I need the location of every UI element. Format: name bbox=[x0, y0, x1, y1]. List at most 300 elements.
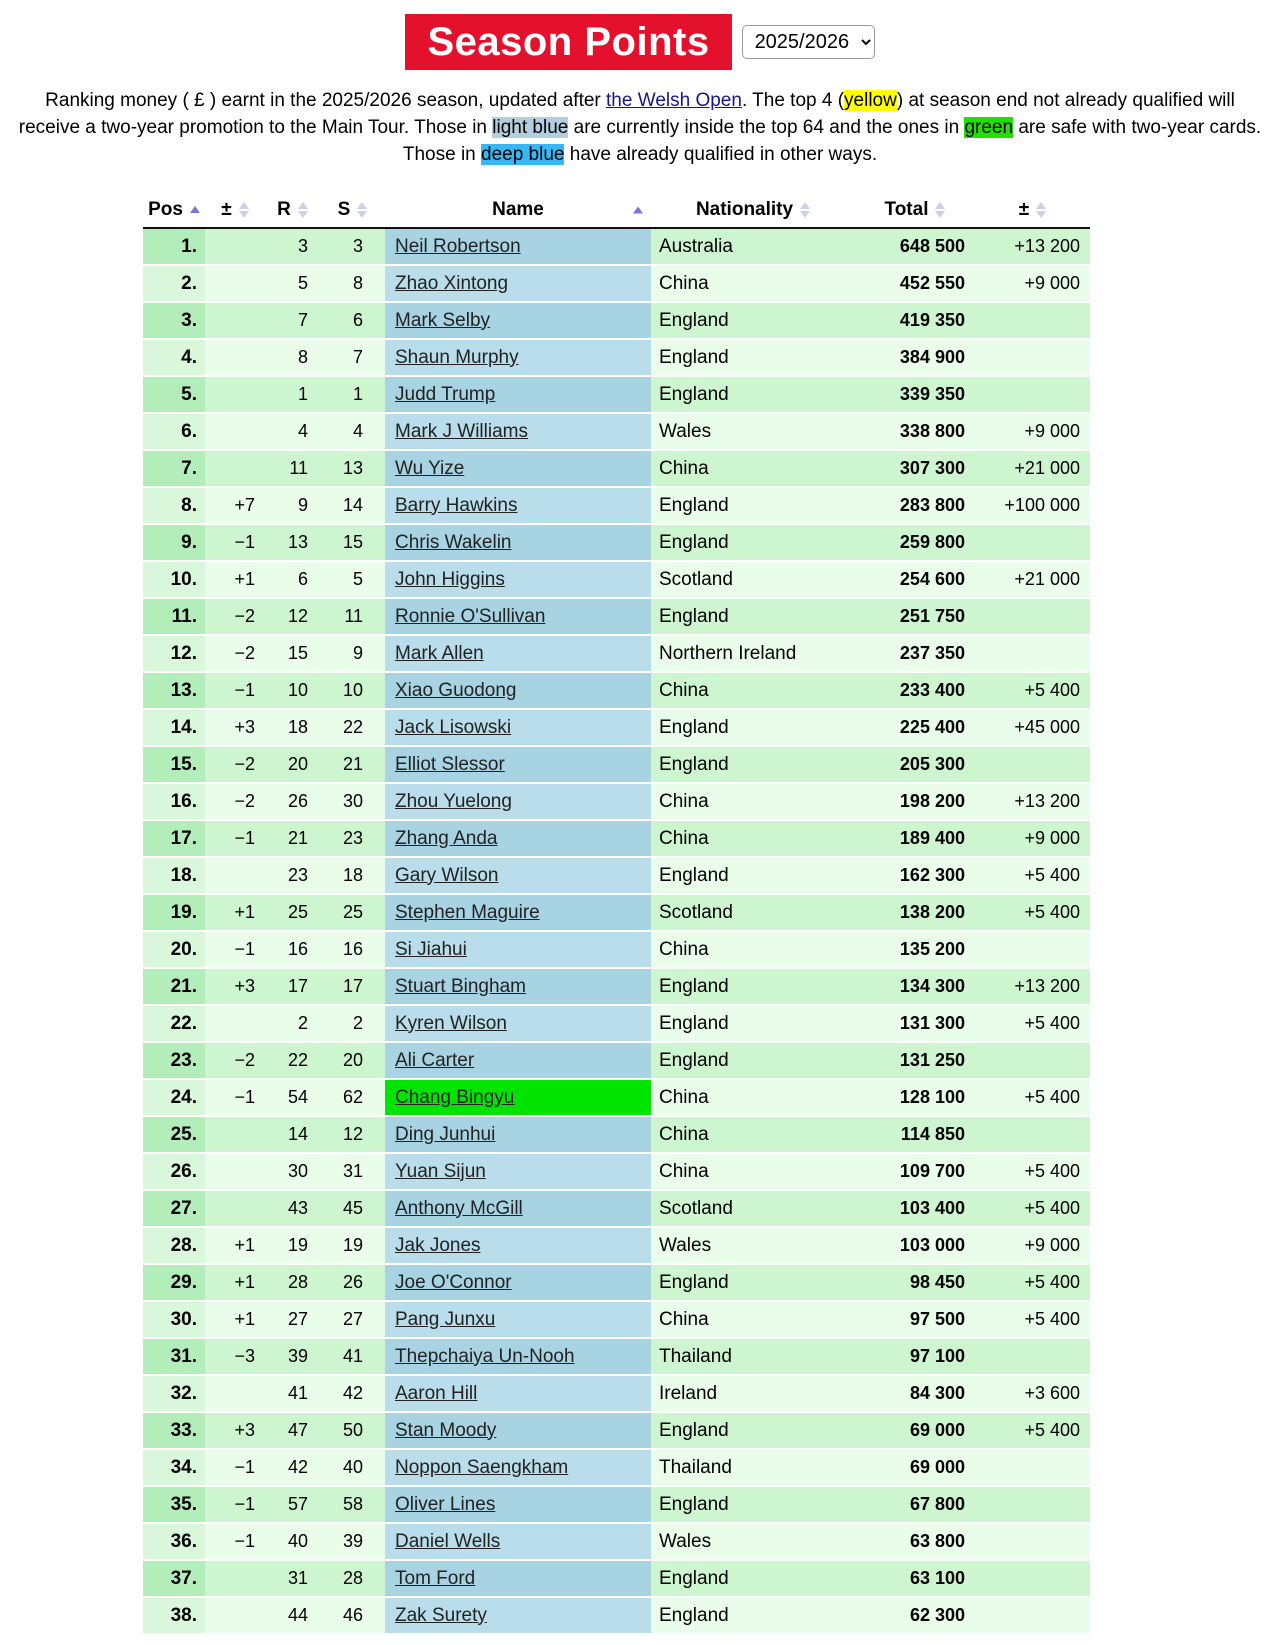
nationality-cell: China bbox=[651, 1153, 855, 1190]
season-points-table bbox=[143, 192, 1090, 1635]
ranking-r-cell: 12 bbox=[265, 598, 320, 635]
player-name-link[interactable]: Wu Yize bbox=[395, 457, 465, 479]
position-cell: 33. bbox=[143, 1412, 205, 1449]
change-cell: +7 bbox=[205, 487, 265, 524]
table-row bbox=[143, 1449, 1090, 1486]
table-row bbox=[143, 1079, 1090, 1116]
ranking-s-cell: 41 bbox=[320, 1338, 385, 1375]
table-row bbox=[143, 228, 1090, 265]
ranking-r-cell: 17 bbox=[265, 968, 320, 1005]
player-name-cell bbox=[385, 376, 651, 413]
table-row bbox=[143, 709, 1090, 746]
ranking-s-cell: 10 bbox=[320, 672, 385, 709]
position-cell: 14. bbox=[143, 709, 205, 746]
player-name-link[interactable]: Yuan Sijun bbox=[395, 1160, 486, 1182]
nationality-cell: China bbox=[651, 820, 855, 857]
player-name-link[interactable]: Stephen Maguire bbox=[395, 901, 540, 923]
highlight-deep-blue: deep blue bbox=[481, 144, 565, 165]
player-name-cell bbox=[385, 1042, 651, 1079]
ranking-r-cell: 26 bbox=[265, 783, 320, 820]
change-cell: −1 bbox=[205, 672, 265, 709]
position-cell: 4. bbox=[143, 339, 205, 376]
table-row bbox=[143, 894, 1090, 931]
nationality-cell: Northern Ireland bbox=[651, 635, 855, 672]
table-row bbox=[143, 1227, 1090, 1264]
header-r[interactable] bbox=[265, 192, 320, 228]
ranking-s-cell: 21 bbox=[320, 746, 385, 783]
player-name-link[interactable]: Judd Trump bbox=[395, 383, 496, 405]
nationality-cell: England bbox=[651, 1042, 855, 1079]
table-row bbox=[143, 857, 1090, 894]
nationality-cell: England bbox=[651, 709, 855, 746]
diff-cell: +13 200 bbox=[975, 228, 1090, 265]
ranking-s-cell: 19 bbox=[320, 1227, 385, 1264]
table-row bbox=[143, 1375, 1090, 1412]
total-cell: 251 750 bbox=[855, 598, 975, 635]
player-name-link[interactable]: Ronnie O'Sullivan bbox=[395, 605, 546, 627]
change-cell bbox=[205, 413, 265, 450]
player-name-link[interactable]: John Higgins bbox=[395, 568, 505, 590]
total-cell: 233 400 bbox=[855, 672, 975, 709]
player-name-cell bbox=[385, 1412, 651, 1449]
diff-cell: +5 400 bbox=[975, 894, 1090, 931]
nationality-cell: England bbox=[651, 487, 855, 524]
player-name-link[interactable]: Ding Junhui bbox=[395, 1123, 496, 1145]
nationality-cell: China bbox=[651, 265, 855, 302]
total-cell: 69 000 bbox=[855, 1449, 975, 1486]
diff-cell: +21 000 bbox=[975, 450, 1090, 487]
ranking-r-cell: 42 bbox=[265, 1449, 320, 1486]
position-cell: 13. bbox=[143, 672, 205, 709]
nationality-cell: Scotland bbox=[651, 561, 855, 598]
player-name-cell bbox=[385, 524, 651, 561]
total-cell: 283 800 bbox=[855, 487, 975, 524]
player-name-link[interactable]: Noppon Saengkham bbox=[395, 1456, 569, 1478]
total-cell: 63 100 bbox=[855, 1560, 975, 1597]
diff-cell bbox=[975, 1449, 1090, 1486]
player-name-link[interactable]: Ali Carter bbox=[395, 1049, 475, 1071]
total-cell: 307 300 bbox=[855, 450, 975, 487]
player-name-cell bbox=[385, 598, 651, 635]
position-cell: 21. bbox=[143, 968, 205, 1005]
change-cell: −1 bbox=[205, 1449, 265, 1486]
table-row bbox=[143, 487, 1090, 524]
ranking-r-cell: 25 bbox=[265, 894, 320, 931]
total-cell: 103 400 bbox=[855, 1190, 975, 1227]
position-cell: 7. bbox=[143, 450, 205, 487]
position-cell: 25. bbox=[143, 1116, 205, 1153]
ranking-s-cell: 23 bbox=[320, 820, 385, 857]
season-select[interactable] bbox=[742, 25, 875, 59]
ranking-s-cell: 40 bbox=[320, 1449, 385, 1486]
diff-cell: +5 400 bbox=[975, 1264, 1090, 1301]
page-title: Season Points bbox=[405, 14, 731, 70]
player-name-link[interactable]: Daniel Wells bbox=[395, 1530, 501, 1552]
header-diff[interactable] bbox=[975, 192, 1090, 228]
total-cell: 162 300 bbox=[855, 857, 975, 894]
header-change[interactable] bbox=[205, 192, 265, 228]
ranking-s-cell: 1 bbox=[320, 376, 385, 413]
player-name-link[interactable]: Kyren Wilson bbox=[395, 1012, 507, 1034]
nationality-cell: England bbox=[651, 1560, 855, 1597]
ranking-r-cell: 21 bbox=[265, 820, 320, 857]
position-cell: 22. bbox=[143, 1005, 205, 1042]
diff-cell bbox=[975, 1116, 1090, 1153]
diff-cell: +9 000 bbox=[975, 265, 1090, 302]
position-cell: 6. bbox=[143, 413, 205, 450]
ranking-r-cell: 39 bbox=[265, 1338, 320, 1375]
table-row bbox=[143, 820, 1090, 857]
ranking-r-cell: 11 bbox=[265, 450, 320, 487]
diff-cell bbox=[975, 1042, 1090, 1079]
total-cell: 254 600 bbox=[855, 561, 975, 598]
total-cell: 109 700 bbox=[855, 1153, 975, 1190]
intro-text-segment: Ranking money ( £ ) earnt in the 2025/2026 season, updated after bbox=[45, 90, 607, 111]
diff-cell bbox=[975, 1523, 1090, 1560]
player-name-link[interactable]: Joe O'Connor bbox=[395, 1271, 512, 1293]
change-cell: +3 bbox=[205, 709, 265, 746]
sort-icon bbox=[1036, 202, 1046, 218]
diff-cell bbox=[975, 1486, 1090, 1523]
ranking-r-cell: 57 bbox=[265, 1486, 320, 1523]
player-name-link[interactable]: Thepchaiya Un-Nooh bbox=[395, 1345, 575, 1367]
change-cell: −1 bbox=[205, 820, 265, 857]
total-cell: 138 200 bbox=[855, 894, 975, 931]
position-cell: 20. bbox=[143, 931, 205, 968]
position-cell: 32. bbox=[143, 1375, 205, 1412]
ranking-r-cell: 2 bbox=[265, 1005, 320, 1042]
diff-cell: +5 400 bbox=[975, 672, 1090, 709]
ranking-s-cell: 20 bbox=[320, 1042, 385, 1079]
diff-cell: +5 400 bbox=[975, 1412, 1090, 1449]
header-pos[interactable] bbox=[143, 192, 205, 228]
nationality-cell: Australia bbox=[651, 228, 855, 265]
position-cell: 38. bbox=[143, 1597, 205, 1634]
diff-cell: +5 400 bbox=[975, 1079, 1090, 1116]
player-name-cell bbox=[385, 635, 651, 672]
total-cell: 338 800 bbox=[855, 413, 975, 450]
diff-cell: +13 200 bbox=[975, 783, 1090, 820]
total-cell: 452 550 bbox=[855, 265, 975, 302]
player-name-link[interactable]: Zhang Anda bbox=[395, 827, 498, 849]
change-cell: −2 bbox=[205, 783, 265, 820]
header-change-label: ± bbox=[221, 198, 232, 220]
total-cell: 97 100 bbox=[855, 1338, 975, 1375]
position-cell: 19. bbox=[143, 894, 205, 931]
ranking-r-cell: 1 bbox=[265, 376, 320, 413]
change-cell: −1 bbox=[205, 1079, 265, 1116]
table-row bbox=[143, 746, 1090, 783]
ranking-r-cell: 31 bbox=[265, 1560, 320, 1597]
welsh-open-link[interactable]: the Welsh Open bbox=[606, 90, 742, 111]
player-name-cell bbox=[385, 1449, 651, 1486]
table-row bbox=[143, 635, 1090, 672]
ranking-s-cell: 31 bbox=[320, 1153, 385, 1190]
change-cell: −1 bbox=[205, 1486, 265, 1523]
player-name-link[interactable]: Si Jiahui bbox=[395, 938, 467, 960]
change-cell: −1 bbox=[205, 524, 265, 561]
change-cell: +3 bbox=[205, 1412, 265, 1449]
total-cell: 205 300 bbox=[855, 746, 975, 783]
change-cell: −2 bbox=[205, 635, 265, 672]
position-cell: 16. bbox=[143, 783, 205, 820]
player-name-link[interactable]: Oliver Lines bbox=[395, 1493, 496, 1515]
player-name-link[interactable]: Jack Lisowski bbox=[395, 716, 512, 738]
nationality-cell: China bbox=[651, 1116, 855, 1153]
nationality-cell: China bbox=[651, 450, 855, 487]
header-total[interactable] bbox=[855, 192, 975, 228]
header-nationality-label: Nationality bbox=[695, 198, 794, 220]
ranking-r-cell: 15 bbox=[265, 635, 320, 672]
nationality-cell: England bbox=[651, 376, 855, 413]
player-name-cell bbox=[385, 1597, 651, 1634]
player-name-link[interactable]: Mark Selby bbox=[395, 309, 491, 331]
player-name-cell bbox=[385, 746, 651, 783]
player-name-cell bbox=[385, 931, 651, 968]
player-name-link[interactable]: Tom Ford bbox=[395, 1567, 476, 1589]
player-name-link[interactable]: Gary Wilson bbox=[395, 864, 499, 886]
ranking-s-cell: 4 bbox=[320, 413, 385, 450]
table-row bbox=[143, 1153, 1090, 1190]
change-cell bbox=[205, 1597, 265, 1634]
table-row bbox=[143, 1597, 1090, 1634]
nationality-cell: China bbox=[651, 1301, 855, 1338]
ranking-r-cell: 3 bbox=[265, 228, 320, 265]
player-name-cell bbox=[385, 672, 651, 709]
intro-text-segment: ) at season end not already qualified will receive a two-year promotion to the Main Tour. Those in bbox=[18, 90, 1235, 138]
total-cell: 237 350 bbox=[855, 635, 975, 672]
ranking-s-cell: 58 bbox=[320, 1486, 385, 1523]
total-cell: 98 450 bbox=[855, 1264, 975, 1301]
player-name-link[interactable]: Jak Jones bbox=[395, 1234, 481, 1256]
player-name-link[interactable]: Barry Hawkins bbox=[395, 494, 518, 516]
position-cell: 24. bbox=[143, 1079, 205, 1116]
diff-cell: +5 400 bbox=[975, 1190, 1090, 1227]
nationality-cell: Ireland bbox=[651, 1375, 855, 1412]
ranking-s-cell: 7 bbox=[320, 339, 385, 376]
table-row bbox=[143, 376, 1090, 413]
player-name-link[interactable]: Mark Allen bbox=[395, 642, 484, 664]
header-total-label: Total bbox=[884, 198, 929, 220]
diff-cell: +5 400 bbox=[975, 1005, 1090, 1042]
position-cell: 10. bbox=[143, 561, 205, 598]
change-cell bbox=[205, 857, 265, 894]
position-cell: 29. bbox=[143, 1264, 205, 1301]
change-cell bbox=[205, 1375, 265, 1412]
total-cell: 69 000 bbox=[855, 1412, 975, 1449]
header-name-label: Name bbox=[492, 198, 544, 220]
player-name-link[interactable]: Aaron Hill bbox=[395, 1382, 478, 1404]
total-cell: 648 500 bbox=[855, 228, 975, 265]
ranking-r-cell: 28 bbox=[265, 1264, 320, 1301]
total-cell: 419 350 bbox=[855, 302, 975, 339]
player-name-cell bbox=[385, 894, 651, 931]
player-name-link[interactable]: Mark J Williams bbox=[395, 420, 528, 442]
ranking-s-cell: 15 bbox=[320, 524, 385, 561]
nationality-cell: Wales bbox=[651, 413, 855, 450]
nationality-cell: England bbox=[651, 746, 855, 783]
ranking-r-cell: 4 bbox=[265, 413, 320, 450]
diff-cell: +13 200 bbox=[975, 968, 1090, 1005]
player-name-link[interactable]: Elliot Slessor bbox=[395, 753, 505, 775]
player-name-link[interactable]: Pang Junxu bbox=[395, 1308, 496, 1330]
total-cell: 114 850 bbox=[855, 1116, 975, 1153]
player-name-link[interactable]: Zak Surety bbox=[395, 1604, 487, 1626]
ranking-s-cell: 25 bbox=[320, 894, 385, 931]
player-name-link[interactable]: Chang Bingyu bbox=[395, 1086, 515, 1108]
nationality-cell: England bbox=[651, 968, 855, 1005]
table-row bbox=[143, 598, 1090, 635]
diff-cell: +100 000 bbox=[975, 487, 1090, 524]
diff-cell bbox=[975, 524, 1090, 561]
header-pos-label: Pos bbox=[148, 198, 183, 220]
header-diff-label: ± bbox=[1018, 198, 1030, 220]
player-name-cell bbox=[385, 1486, 651, 1523]
diff-cell bbox=[975, 598, 1090, 635]
change-cell bbox=[205, 1560, 265, 1597]
player-name-link[interactable]: Stan Moody bbox=[395, 1419, 497, 1441]
player-name-link[interactable]: Zhao Xintong bbox=[395, 272, 509, 294]
diff-cell: +45 000 bbox=[975, 709, 1090, 746]
table-row bbox=[143, 672, 1090, 709]
change-cell bbox=[205, 302, 265, 339]
change-cell bbox=[205, 376, 265, 413]
change-cell bbox=[205, 1005, 265, 1042]
intro-text-segment: have already qualified in other ways. bbox=[564, 144, 878, 165]
header-r-label: R bbox=[277, 198, 291, 220]
nationality-cell: England bbox=[651, 857, 855, 894]
player-name-link[interactable]: Shaun Murphy bbox=[395, 346, 519, 368]
ranking-r-cell: 19 bbox=[265, 1227, 320, 1264]
total-cell: 84 300 bbox=[855, 1375, 975, 1412]
position-cell: 3. bbox=[143, 302, 205, 339]
position-cell: 28. bbox=[143, 1227, 205, 1264]
ranking-r-cell: 40 bbox=[265, 1523, 320, 1560]
diff-cell bbox=[975, 339, 1090, 376]
nationality-cell: China bbox=[651, 1079, 855, 1116]
intro-text-segment: are safe with two-year cards. Those in bbox=[402, 117, 1262, 165]
nationality-cell: China bbox=[651, 931, 855, 968]
diff-cell: +21 000 bbox=[975, 561, 1090, 598]
position-cell: 18. bbox=[143, 857, 205, 894]
sort-icon bbox=[239, 202, 249, 218]
player-name-cell bbox=[385, 1153, 651, 1190]
header-s-label: S bbox=[337, 198, 351, 220]
position-cell: 2. bbox=[143, 265, 205, 302]
nationality-cell: England bbox=[651, 339, 855, 376]
ranking-s-cell: 17 bbox=[320, 968, 385, 1005]
diff-cell: +9 000 bbox=[975, 413, 1090, 450]
player-name-cell bbox=[385, 487, 651, 524]
ranking-r-cell: 43 bbox=[265, 1190, 320, 1227]
table-row bbox=[143, 1486, 1090, 1523]
change-cell: −1 bbox=[205, 1523, 265, 1560]
total-cell: 97 500 bbox=[855, 1301, 975, 1338]
position-cell: 34. bbox=[143, 1449, 205, 1486]
highlight-green: green bbox=[964, 117, 1014, 138]
diff-cell bbox=[975, 635, 1090, 672]
player-name-link[interactable]: Zhou Yuelong bbox=[395, 790, 512, 812]
ranking-s-cell: 62 bbox=[320, 1079, 385, 1116]
diff-cell: +5 400 bbox=[975, 1153, 1090, 1190]
change-cell: −3 bbox=[205, 1338, 265, 1375]
nationality-cell: China bbox=[651, 672, 855, 709]
ranking-r-cell: 14 bbox=[265, 1116, 320, 1153]
position-cell: 11. bbox=[143, 598, 205, 635]
table-row bbox=[143, 302, 1090, 339]
diff-cell: +5 400 bbox=[975, 857, 1090, 894]
player-name-cell bbox=[385, 1005, 651, 1042]
player-name-cell bbox=[385, 1523, 651, 1560]
player-name-link[interactable]: Chris Wakelin bbox=[395, 531, 512, 553]
total-cell: 62 300 bbox=[855, 1597, 975, 1634]
position-cell: 37. bbox=[143, 1560, 205, 1597]
player-name-link[interactable]: Xiao Guodong bbox=[395, 679, 517, 701]
ranking-s-cell: 26 bbox=[320, 1264, 385, 1301]
nationality-cell: England bbox=[651, 1597, 855, 1634]
ranking-s-cell: 30 bbox=[320, 783, 385, 820]
total-cell: 259 800 bbox=[855, 524, 975, 561]
ranking-s-cell: 46 bbox=[320, 1597, 385, 1634]
highlight-light-blue: light blue bbox=[492, 117, 569, 138]
player-name-cell bbox=[385, 1116, 651, 1153]
player-name-cell bbox=[385, 1079, 651, 1116]
ranking-r-cell: 8 bbox=[265, 339, 320, 376]
ranking-s-cell: 39 bbox=[320, 1523, 385, 1560]
header-name[interactable] bbox=[385, 192, 651, 228]
table-row bbox=[143, 450, 1090, 487]
nationality-cell: China bbox=[651, 783, 855, 820]
player-name-link[interactable]: Stuart Bingham bbox=[395, 975, 526, 997]
player-name-link[interactable]: Anthony McGill bbox=[395, 1197, 523, 1219]
ranking-table-body bbox=[143, 228, 1090, 1634]
diff-cell bbox=[975, 1597, 1090, 1634]
ranking-s-cell: 16 bbox=[320, 931, 385, 968]
ranking-s-cell: 3 bbox=[320, 228, 385, 265]
header-s[interactable] bbox=[320, 192, 385, 228]
ranking-r-cell: 44 bbox=[265, 1597, 320, 1634]
ranking-r-cell: 20 bbox=[265, 746, 320, 783]
header-nationality[interactable] bbox=[651, 192, 855, 228]
total-cell: 131 300 bbox=[855, 1005, 975, 1042]
ranking-r-cell: 7 bbox=[265, 302, 320, 339]
nationality-cell: Scotland bbox=[651, 1190, 855, 1227]
ranking-r-cell: 10 bbox=[265, 672, 320, 709]
diff-cell: +3 600 bbox=[975, 1375, 1090, 1412]
ranking-s-cell: 9 bbox=[320, 635, 385, 672]
ranking-r-cell: 13 bbox=[265, 524, 320, 561]
nationality-cell: England bbox=[651, 1264, 855, 1301]
page-header bbox=[0, 14, 1280, 70]
change-cell: −2 bbox=[205, 746, 265, 783]
change-cell bbox=[205, 265, 265, 302]
sort-ascending-icon bbox=[633, 206, 643, 213]
player-name-link[interactable]: Neil Robertson bbox=[395, 235, 521, 257]
ranking-s-cell: 11 bbox=[320, 598, 385, 635]
ranking-s-cell: 42 bbox=[320, 1375, 385, 1412]
diff-cell bbox=[975, 302, 1090, 339]
total-cell: 134 300 bbox=[855, 968, 975, 1005]
diff-cell bbox=[975, 376, 1090, 413]
player-name-cell bbox=[385, 783, 651, 820]
change-cell: +1 bbox=[205, 1301, 265, 1338]
ranking-s-cell: 14 bbox=[320, 487, 385, 524]
table-row bbox=[143, 1264, 1090, 1301]
ranking-r-cell: 41 bbox=[265, 1375, 320, 1412]
total-cell: 131 250 bbox=[855, 1042, 975, 1079]
sort-ascending-icon bbox=[190, 206, 200, 213]
change-cell bbox=[205, 339, 265, 376]
